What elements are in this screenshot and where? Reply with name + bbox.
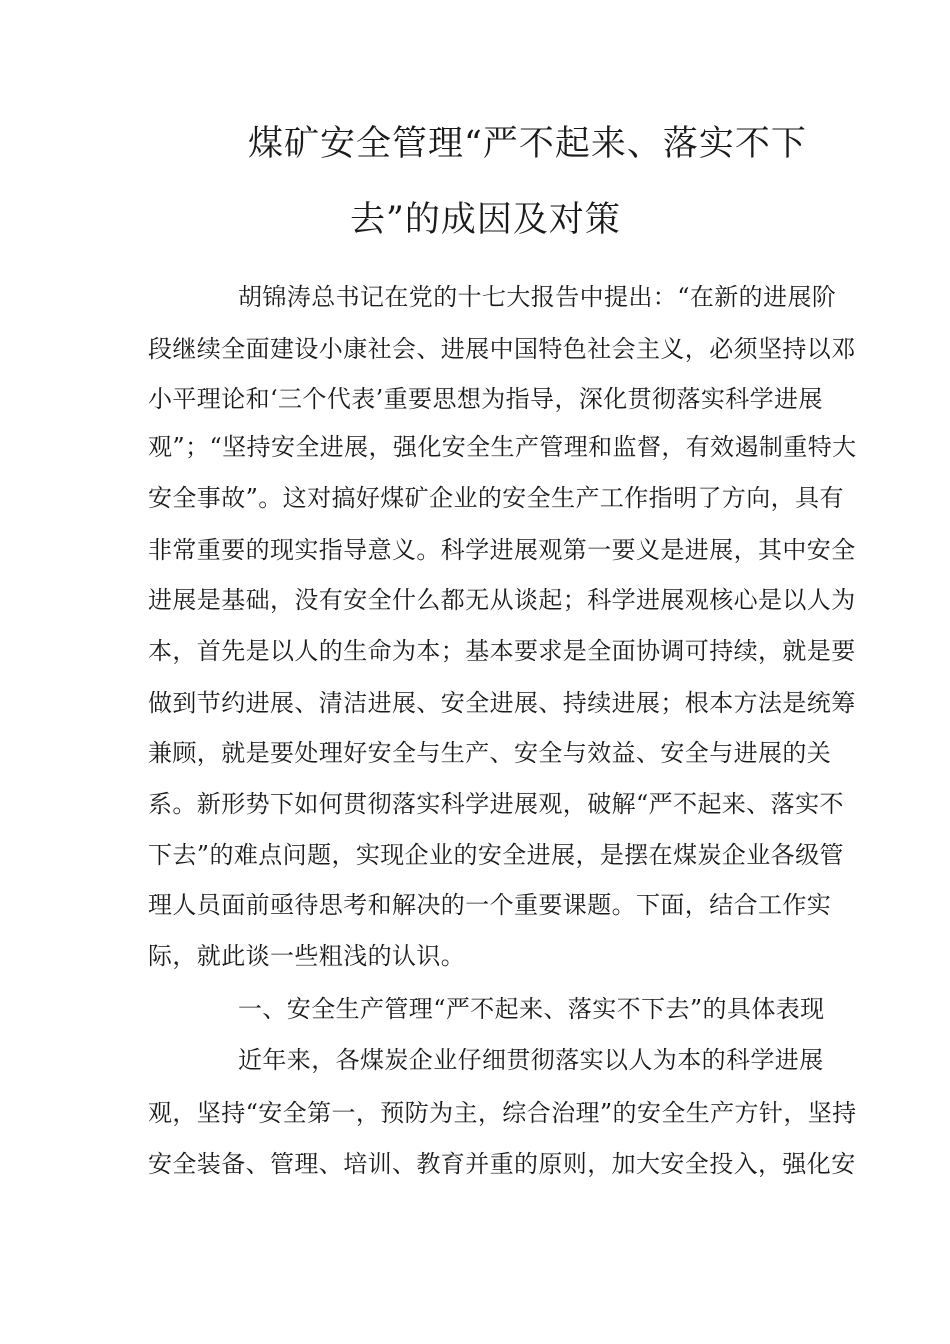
document-title-line-1: 煤矿安全管理“严不起来、落实不下 bbox=[248, 124, 807, 164]
paragraph-line: 兼顾，就是要处理好安全与生产、安全与效益、安全与进展的关 bbox=[148, 739, 832, 767]
paragraph-line: 做到节约进展、清洁进展、安全进展、持续进展；根本方法是统筹 bbox=[148, 689, 856, 717]
document-title-line-2: 去”的成因及对策 bbox=[350, 200, 621, 240]
section-heading: 一、安全生产管理“严不起来、落实不下去”的具体表现 bbox=[238, 995, 825, 1023]
paragraph-line: 观”；“坚持安全进展，强化安全生产管理和监督，有效遏制重特大 bbox=[148, 433, 857, 461]
paragraph-line: 段继续全面建设小康社会、进展中国特色社会主义，必须坚持以邓 bbox=[148, 335, 856, 363]
paragraph-line: 本，首先是以人的生命为本；基本要求是全面协调可持续，就是要 bbox=[148, 637, 856, 665]
paragraph-line: 际，就此谈一些粗浅的认识。 bbox=[148, 942, 466, 970]
paragraph-line: 小平理论和‘三个代表’重要思想为指导，深化贯彻落实科学进展 bbox=[148, 385, 823, 413]
paragraph-line: 非常重要的现实指导意义。科学进展观第一要义是进展，其中安全 bbox=[148, 536, 856, 564]
paragraph-line: 安全事故”。这对搞好煤矿企业的安全生产工作指明了方向，具有 bbox=[148, 484, 844, 512]
paragraph-line: 观，坚持“安全第一，预防为主，综合治理”的安全生产方针，坚持 bbox=[148, 1099, 857, 1127]
paragraph-line: 下去”的难点问题，实现企业的安全进展，是摆在煤炭企业各级管 bbox=[148, 841, 844, 869]
paragraph-line: 胡锦涛总书记在党的十七大报告中提出：“在新的进展阶 bbox=[238, 283, 837, 311]
paragraph-line: 近年来，各煤炭企业仔细贯彻落实以人为本的科学进展 bbox=[238, 1046, 824, 1074]
paragraph-line: 系。新形势下如何贯彻落实科学进展观，破解“严不起来、落实不 bbox=[148, 790, 844, 818]
paragraph-line: 进展是基础，没有安全什么都无从谈起；科学进展观核心是以人为 bbox=[148, 586, 856, 614]
paragraph-line: 理人员面前亟待思考和解决的一个重要课题。下面，结合工作实 bbox=[148, 891, 832, 919]
paragraph-line: 安全装备、管理、培训、教育并重的原则，加大安全投入，强化安 bbox=[148, 1150, 856, 1178]
